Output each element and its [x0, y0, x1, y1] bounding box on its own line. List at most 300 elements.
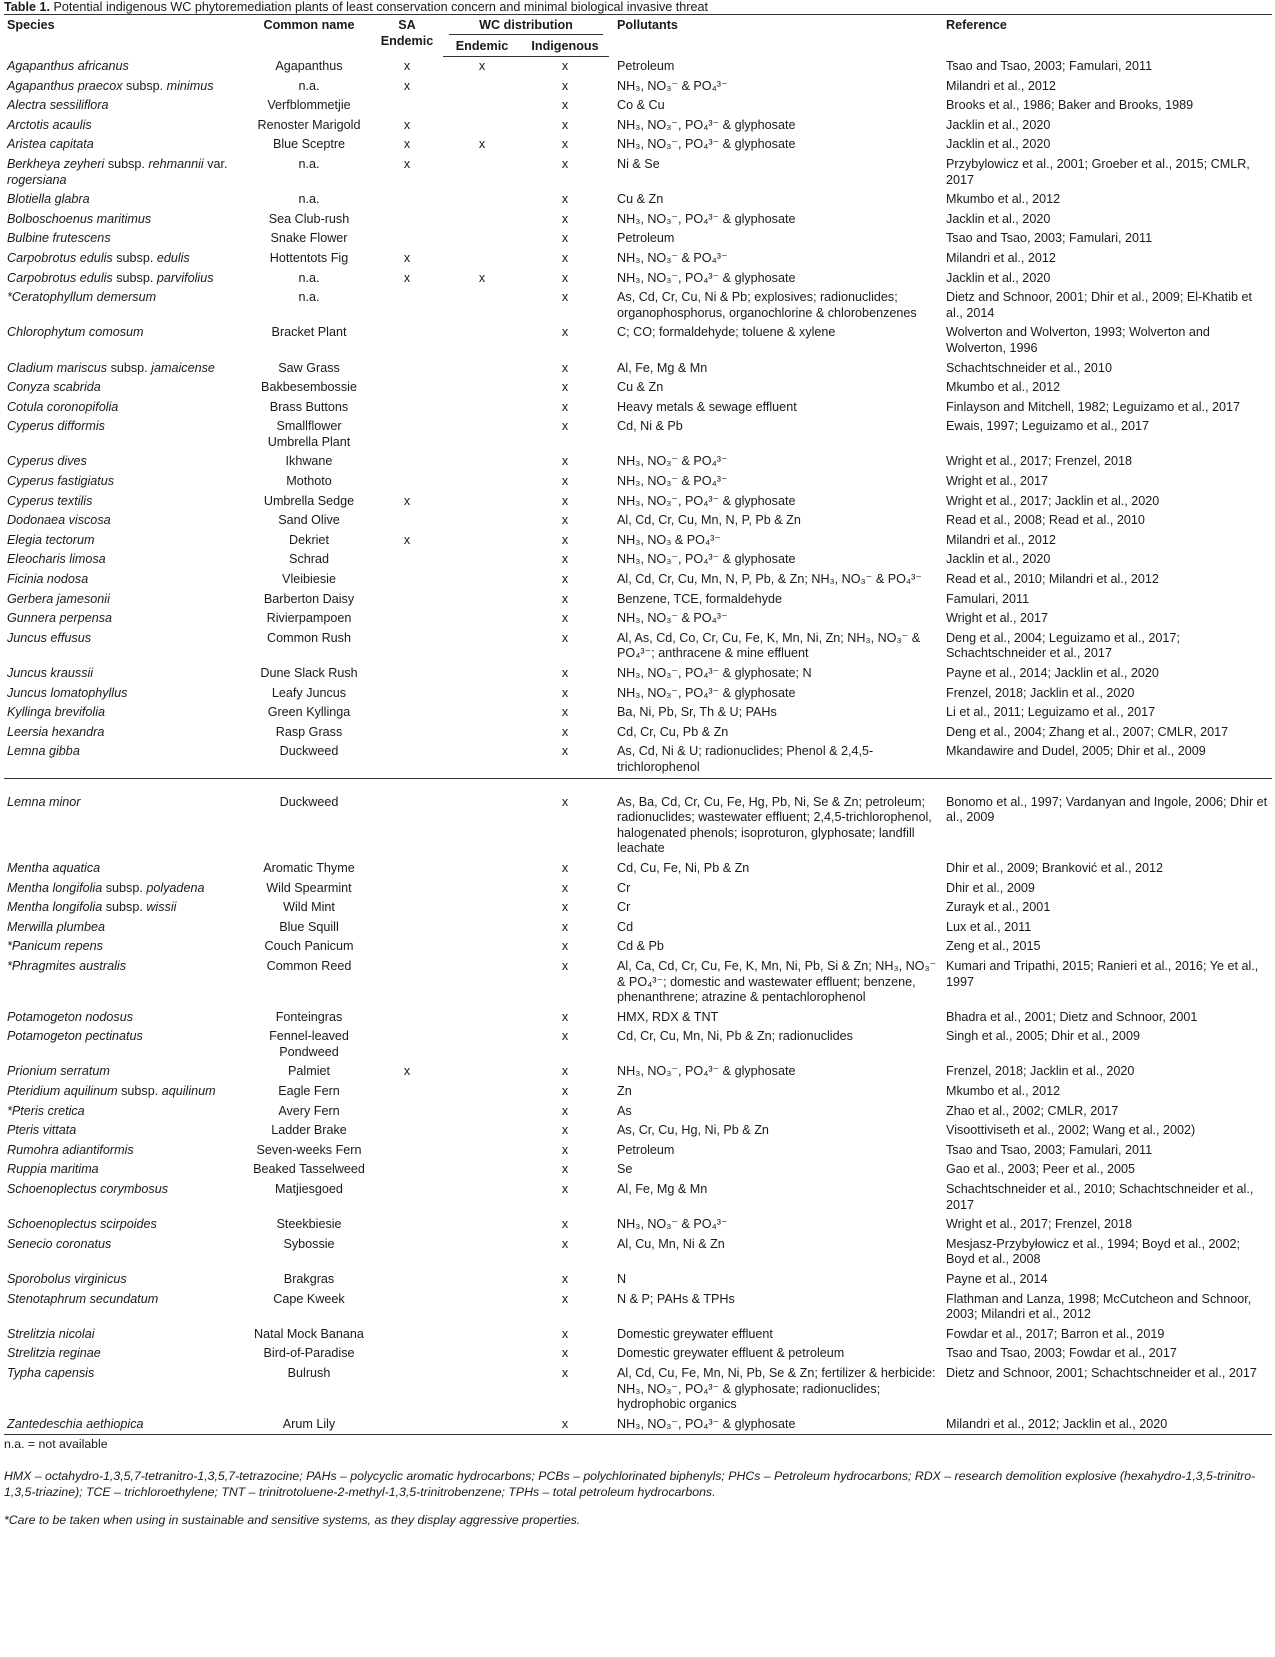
cell-reference: Bonomo et al., 1997; Vardanyan and Ingole, 2006; Dhir et al., 2009 [946, 794, 1268, 825]
cell-sa-endemic [371, 684, 443, 704]
cell-reference: Read et al., 2010; Milandri et al., 2012 [946, 572, 1159, 587]
cell-wc-indigenous: x [561, 794, 569, 809]
cell-reference: Schachtschneider et al., 2010; Schachtschneider et al., 2017 [946, 1182, 1254, 1212]
cell-pollutants: NH₃, NO₃⁻, PO₄³⁻ & glyphosate [617, 270, 796, 285]
cell-common-name: Brass Buttons [269, 399, 349, 414]
table-row [4, 703, 1272, 723]
table-row [4, 210, 1272, 230]
cell-wc-indigenous: x [561, 156, 569, 171]
cell-species: Cyperus textilis [7, 493, 93, 508]
cell-reference: Zurayk et al., 2001 [946, 900, 1051, 915]
cell-pollutants: C; CO; formaldehyde; toluene & xylene [617, 325, 836, 340]
cell-reference: Deng et al., 2004; Leguizamo et al., 2017; Schachtschneider et al., 2017 [946, 630, 1180, 661]
cell-wc-indigenous: x [561, 666, 569, 680]
table-row [4, 116, 1272, 136]
cell-pollutants: Ni & Se [617, 156, 660, 171]
cell-reference: Fowdar et al., 2017; Barron et al., 2019 [946, 1326, 1165, 1341]
cell-reference: Jacklin et al., 2020 [946, 117, 1051, 132]
cell-wc-indigenous: x [561, 78, 569, 93]
cell-species: Cotula coronopifolia [7, 399, 119, 414]
table-row [4, 155, 1272, 190]
cell-common-name: Couch Panicum [264, 939, 354, 954]
cell-sa-endemic [371, 723, 443, 743]
cell-species: Senecio coronatus [7, 1236, 112, 1251]
cell-sa-endemic [371, 1160, 443, 1180]
cell-common-name: Verfblommetjie [267, 98, 351, 113]
cell-species: Pteridium aquilinum subsp. aquilinum [7, 1084, 216, 1099]
cell-species: Merwilla plumbea [7, 919, 105, 934]
table-row [4, 742, 1272, 778]
table-row [4, 269, 1272, 289]
cell-reference: Wright et al., 2017; Frenzel, 2018 [946, 1217, 1132, 1232]
cell-wc-indigenous: x [561, 1272, 569, 1286]
cell-sa-endemic [371, 793, 443, 859]
cell-wc-endemic [443, 288, 521, 323]
cell-species: Mentha longifolia subsp. wissii [7, 900, 177, 915]
cell-sa-endemic [371, 1290, 443, 1325]
cell-pollutants: NH₃, NO₃⁻, PO₄³⁻ & glyphosate [617, 117, 796, 132]
cell-reference: Payne et al., 2014; Jacklin et al., 2020 [946, 666, 1159, 680]
cell-species: *Pteris cretica [7, 1103, 85, 1118]
cell-wc-endemic [443, 378, 521, 398]
table-row [4, 249, 1272, 269]
cell-common-name: Ladder Brake [271, 1123, 347, 1138]
cell-common-name: Wild Mint [283, 900, 335, 915]
table-row [4, 1344, 1272, 1364]
cell-sa-endemic: x [403, 156, 411, 171]
cell-wc-indigenous: x [561, 1103, 569, 1118]
cell-pollutants: Al, Fe, Mg & Mn [617, 1182, 708, 1197]
cell-pollutants: Petroleum [617, 231, 675, 246]
cell-reference: Li et al., 2011; Leguizamo et al., 2017 [946, 705, 1156, 720]
table-row [4, 793, 1272, 859]
cell-species: Pteris vittata [7, 1123, 77, 1138]
cell-sa-endemic [371, 742, 443, 778]
cell-species: Ruppia maritima [7, 1162, 99, 1177]
cell-reference: Frenzel, 2018; Jacklin et al., 2020 [946, 685, 1135, 700]
cell-reference: Deng et al., 2004; Zhang et al., 2007; CMLR, 2017 [946, 724, 1229, 739]
cell-reference: Wright et al., 2017; Jacklin et al., 2020 [946, 493, 1160, 508]
cell-reference: Lux et al., 2011 [946, 919, 1032, 934]
cell-sa-endemic [371, 288, 443, 323]
cell-wc-endemic [443, 77, 521, 97]
cell-common-name: Leafy Juncus [271, 685, 347, 700]
cell-common-name: Green Kyllinga [267, 705, 351, 720]
cell-reference: Jacklin et al., 2020 [946, 270, 1051, 285]
cell-sa-endemic [371, 859, 443, 879]
cell-wc-indigenous: x [561, 1162, 569, 1177]
cell-wc-endemic [443, 723, 521, 743]
cell-common-name: Hottentots Fig [269, 250, 349, 265]
cell-wc-endemic: x [478, 137, 486, 152]
cell-pollutants: NH₃, NO₃⁻ & PO₄³⁻ [617, 78, 728, 93]
cell-reference: Wolverton and Wolverton, 1993; Wolverton and Wolverton, 1996 [946, 325, 1210, 355]
cell-sa-endemic: x [403, 117, 411, 132]
cell-reference: Bhadra et al., 2001; Dietz and Schnoor, 2001 [946, 1009, 1198, 1024]
cell-pollutants: N & P; PAHs & TPHs [617, 1291, 735, 1306]
cell-sa-endemic [371, 590, 443, 610]
cell-wc-indigenous: x [561, 744, 569, 759]
cell-pollutants: NH₃, NO₃⁻, PO₄³⁻ & glyphosate; N [617, 666, 812, 680]
cell-species: Strelitzia nicolai [7, 1326, 95, 1341]
cell-sa-endemic [371, 1270, 443, 1290]
cell-common-name: Ikhwane [285, 454, 333, 469]
cell-common-name: Cape Kweek [273, 1291, 345, 1306]
cell-reference: Mkumbo et al., 2012 [946, 192, 1061, 207]
cell-wc-endemic [443, 1062, 521, 1082]
cell-sa-endemic: x [403, 58, 411, 73]
cell-species: Gerbera jamesonii [7, 591, 110, 606]
cell-common-name: Seven-weeks Fern [256, 1142, 362, 1157]
cell-wc-endemic [443, 1325, 521, 1345]
cell-wc-endemic [443, 116, 521, 136]
cell-sa-endemic [371, 664, 443, 684]
cell-wc-indigenous: x [561, 724, 569, 739]
cell-pollutants: NH₃, NO₃⁻ & PO₄³⁻ [617, 611, 728, 626]
cell-species: Strelitzia reginae [7, 1346, 101, 1361]
cell-pollutants: Se [617, 1162, 633, 1177]
cell-species: Blotiella glabra [7, 192, 90, 207]
cell-common-name: Steekbiesie [276, 1217, 342, 1232]
table-row [4, 1102, 1272, 1122]
cell-sa-endemic [371, 879, 443, 899]
cell-sa-endemic [371, 511, 443, 531]
table-row [4, 1180, 1272, 1215]
cell-wc-indigenous: x [561, 591, 569, 606]
cell-common-name: Eagle Fern [278, 1084, 340, 1099]
cell-common-name: n.a. [298, 78, 320, 93]
cell-sa-endemic: x [403, 250, 411, 265]
cell-wc-endemic: x [478, 59, 486, 73]
cell-sa-endemic: x [403, 78, 411, 93]
cell-wc-endemic [443, 957, 521, 1008]
cell-common-name: Common Reed [266, 958, 352, 973]
cell-reference: Mesjasz-Przybyłowicz et al., 1994; Boyd et al., 2002; Boyd et al., 2008 [946, 1236, 1241, 1267]
cell-wc-indigenous: x [561, 1326, 569, 1341]
cell-sa-endemic [371, 1082, 443, 1102]
cell-pollutants: N [617, 1272, 627, 1286]
cell-wc-endemic [443, 570, 521, 590]
cell-pollutants: Cr [617, 880, 631, 895]
cell-sa-endemic [371, 1141, 443, 1161]
cell-wc-endemic [443, 1141, 521, 1161]
cell-common-name: Vleibiesie [282, 572, 336, 587]
table-row [4, 472, 1272, 492]
table-row [4, 1121, 1272, 1141]
cell-sa-endemic [371, 1235, 443, 1270]
cell-sa-endemic: x [403, 1064, 411, 1079]
cell-species: Carpobrotus edulis subsp. parvifolius [7, 270, 214, 285]
table-row [4, 77, 1272, 97]
cell-wc-indigenous: x [561, 1291, 569, 1306]
cell-pollutants: NH₃, NO₃ & PO₄³⁻ [617, 532, 721, 547]
table-row [4, 452, 1272, 472]
cell-wc-indigenous: x [561, 493, 569, 508]
cell-common-name: Rivierpampoen [266, 611, 352, 626]
cell-wc-indigenous: x [561, 900, 569, 915]
cell-species: Rumohra adiantiformis [7, 1142, 134, 1157]
cell-wc-endemic [443, 1027, 521, 1062]
cell-reference: Wright et al., 2017 [946, 474, 1048, 489]
table-row [4, 590, 1272, 610]
cell-reference: Jacklin et al., 2020 [946, 552, 1051, 567]
cell-wc-indigenous: x [561, 192, 569, 207]
table-row [4, 1008, 1272, 1028]
cell-reference: Dietz and Schnoor, 2001; Schachtschneider et al., 2017 [946, 1365, 1257, 1380]
cell-pollutants: NH₃, NO₃⁻, PO₄³⁻ & glyphosate [617, 137, 796, 152]
cell-wc-endemic: x [478, 270, 486, 285]
cell-wc-indigenous: x [561, 860, 569, 875]
cell-sa-endemic [371, 957, 443, 1008]
cell-pollutants: Heavy metals & sewage effluent [617, 399, 797, 414]
cell-species: Potamogeton pectinatus [7, 1029, 143, 1044]
cell-pollutants: Ba, Ni, Pb, Sr, Th & U; PAHs [617, 705, 777, 720]
cell-common-name: Blue Squill [279, 919, 339, 934]
cell-pollutants: NH₃, NO₃⁻ & PO₄³⁻ [617, 250, 728, 265]
cell-common-name: Bakbesembossie [261, 380, 357, 395]
cell-wc-indigenous: x [561, 880, 569, 895]
cell-species: Typha capensis [7, 1365, 95, 1380]
cell-common-name: Snake Flower [270, 231, 348, 246]
cell-species: Aristea capitata [7, 137, 94, 152]
page-break-divider [4, 778, 1272, 793]
table-row [4, 1270, 1272, 1290]
cell-wc-endemic [443, 1215, 521, 1235]
cell-reference: Read et al., 2008; Read et al., 2010 [946, 513, 1145, 528]
cell-pollutants: Al, As, Cd, Co, Cr, Cu, Fe, K, Mn, Ni, Zn; NH₃, NO₃⁻ & PO₄³⁻; anthracene & mine effluent [617, 630, 921, 661]
cell-wc-indigenous: x [561, 1142, 569, 1157]
cell-common-name: Mothoto [286, 474, 332, 489]
table-row [4, 57, 1272, 77]
table-row [4, 609, 1272, 629]
cell-pollutants: Al, Fe, Mg & Mn [617, 360, 708, 375]
cell-wc-indigenous: x [561, 211, 569, 226]
cell-wc-endemic [443, 531, 521, 551]
cell-species: Mentha longifolia subsp. polyadena [7, 880, 205, 895]
table-row [4, 323, 1272, 358]
cell-common-name: n.a. [298, 290, 320, 305]
cell-sa-endemic [371, 96, 443, 116]
cell-wc-endemic [443, 1270, 521, 1290]
cell-species: Alectra sessiliflora [7, 98, 109, 113]
cell-sa-endemic [371, 323, 443, 358]
table-row [4, 1160, 1272, 1180]
cell-wc-endemic [443, 664, 521, 684]
cell-pollutants: Al, Cu, Mn, Ni & Zn [617, 1236, 725, 1251]
cell-reference: Jacklin et al., 2020 [946, 137, 1051, 152]
cell-reference: Przybylowicz et al., 2001; Groeber et al., 2015; CMLR, 2017 [946, 156, 1250, 187]
cell-sa-endemic [371, 937, 443, 957]
cell-wc-endemic [443, 1290, 521, 1325]
cell-pollutants: Zn [617, 1084, 632, 1099]
table-row [4, 664, 1272, 684]
cell-wc-indigenous: x [561, 552, 569, 567]
cell-wc-endemic [443, 1121, 521, 1141]
cell-common-name: Matjiesgoed [275, 1182, 343, 1197]
cell-wc-indigenous: x [561, 532, 569, 547]
cell-pollutants: Co & Cu [617, 98, 665, 113]
cell-pollutants: Cd, Cr, Cu, Pb & Zn [617, 724, 729, 739]
cell-pollutants: HMX, RDX & TNT [617, 1009, 719, 1024]
cell-wc-endemic [443, 323, 521, 358]
cell-sa-endemic: x [403, 270, 411, 285]
cell-pollutants: NH₃, NO₃⁻, PO₄³⁻ & glyphosate [609, 1415, 943, 1435]
cell-reference: Flathman and Lanza, 1998; McCutcheon and Schnoor, 2003; Milandri et al., 2012 [946, 1291, 1252, 1322]
cell-wc-endemic [443, 609, 521, 629]
cell-species: Berkheya zeyheri subsp. rehmannii var. rogersiana [7, 156, 228, 187]
cell-wc-endemic [443, 629, 521, 664]
cell-sa-endemic [371, 472, 443, 492]
header-reference: Reference [943, 15, 1272, 57]
cell-wc-indigenous: x [561, 1029, 569, 1044]
cell-pollutants: Cd [617, 919, 634, 934]
cell-common-name: Dekriet [289, 532, 329, 547]
cell-sa-endemic [371, 1027, 443, 1062]
cell-common-name: Duckweed [279, 744, 339, 759]
table-body [4, 57, 1272, 1435]
cell-sa-endemic [371, 629, 443, 664]
cell-species: Juncus lomatophyllus [7, 685, 128, 700]
cell-species: Zantedeschia aethiopica [4, 1415, 247, 1435]
cell-sa-endemic [371, 1215, 443, 1235]
cell-wc-indigenous: x [561, 513, 569, 528]
table-row [4, 511, 1272, 531]
cell-species: Gunnera perpensa [7, 611, 113, 626]
cell-wc-indigenous: x [561, 399, 569, 414]
cell-common-name: Wild Spearmint [266, 880, 352, 895]
cell-reference: Wright et al., 2017 [946, 611, 1048, 626]
cell-wc-indigenous: x [561, 939, 569, 954]
cell-sa-endemic [371, 1344, 443, 1364]
cell-pollutants: Al, Ca, Cd, Cr, Cu, Fe, K, Mn, Ni, Pb, Si & Zn; NH₃, NO₃⁻ & PO₄³⁻; domestic and wastewater effluent; benzene, phenanthrene; atrazine & pentachlorophenol [617, 958, 937, 1005]
cell-common-name: Fonteingras [275, 1009, 343, 1024]
cell-wc-indigenous: x [561, 1217, 569, 1232]
cell-species: Prionium serratum [7, 1064, 110, 1079]
cell-species: Potamogeton nodosus [7, 1009, 134, 1024]
cell-wc-endemic [443, 1364, 521, 1415]
cell-species: Stenotaphrum secundatum [7, 1291, 159, 1306]
cell-pollutants: Al, Cd, Cu, Fe, Mn, Ni, Pb, Se & Zn; fertilizer & herbicide: NH₃, NO₃⁻, PO₄³⁻ & glyphosate; radionuclides; hydrophobic organics [617, 1365, 936, 1412]
cell-wc-indigenous: x [561, 1365, 569, 1380]
cell-wc-endemic [443, 249, 521, 269]
cell-wc-endemic [443, 937, 521, 957]
cell-wc-endemic [443, 1102, 521, 1122]
cell-pollutants: Cr [617, 900, 631, 915]
table-row [4, 398, 1272, 418]
table-row [4, 957, 1272, 1008]
table-row [4, 1415, 1272, 1435]
cell-sa-endemic [371, 550, 443, 570]
cell-wc-indigenous: x [561, 290, 569, 305]
cell-common-name: Bulrush [287, 1365, 331, 1380]
cell-sa-endemic [371, 452, 443, 472]
cell-species: Lemna minor [7, 794, 81, 809]
cell-species: *Phragmites australis [7, 958, 126, 973]
cell-sa-endemic [371, 1102, 443, 1122]
cell-wc-indigenous: x [561, 1346, 569, 1361]
cell-wc-indigenous: x [561, 1182, 569, 1197]
cell-wc-endemic [443, 155, 521, 190]
table-row [4, 1062, 1272, 1082]
cell-species: Lemna gibba [7, 744, 80, 759]
cell-species: Elegia tectorum [7, 532, 95, 547]
cell-wc-indigenous: x [561, 325, 569, 340]
cell-common-name: n.a. [298, 156, 320, 171]
cell-reference: Tsao and Tsao, 2003; Famulari, 2011 [946, 1142, 1153, 1157]
cell-reference: Payne et al., 2014 [946, 1272, 1048, 1286]
cell-wc-indigenous: x [561, 572, 569, 587]
cell-wc-endemic [443, 1160, 521, 1180]
cell-reference: Brooks et al., 1986; Baker and Brooks, 1989 [946, 98, 1194, 113]
table-row [4, 96, 1272, 116]
cell-wc-endemic [443, 1235, 521, 1270]
cell-pollutants: As, Cd, Cr, Cu, Ni & Pb; explosives; radionuclides; organophosphorus, organochlorine & chlorobenzenes [617, 290, 917, 320]
cell-wc-indigenous: x [561, 474, 569, 489]
cell-species: Bolboschoenus maritimus [7, 211, 152, 226]
cell-wc-endemic [443, 793, 521, 859]
cell-reference: Jacklin et al., 2020 [946, 211, 1051, 226]
cell-reference: Dhir et al., 2009; Branković et al., 2012 [946, 860, 1164, 875]
cell-species: Juncus kraussii [7, 666, 94, 680]
cell-wc-indigenous: x [561, 919, 569, 934]
table-row [4, 359, 1272, 379]
cell-common-name: Barberton Daisy [263, 591, 355, 606]
table-row [4, 937, 1272, 957]
cell-sa-endemic: x [403, 493, 411, 508]
cell-wc-indigenous: x [561, 958, 569, 973]
cell-reference: Zeng et al., 2015 [946, 939, 1041, 954]
table-row [4, 898, 1272, 918]
cell-reference: Zhao et al., 2002; CMLR, 2017 [946, 1103, 1119, 1118]
header-common-name: Common name [247, 15, 371, 57]
table-row [4, 190, 1272, 210]
cell-reference: Gao et al., 2003; Peer et al., 2005 [946, 1162, 1136, 1177]
cell-reference: Famulari, 2011 [946, 591, 1030, 606]
cell-wc-indigenous: x [561, 1064, 569, 1079]
cell-common-name: Fennel-leaved Pondweed [269, 1029, 349, 1059]
cell-wc-endemic [443, 452, 521, 472]
cell-pollutants: NH₃, NO₃⁻, PO₄³⁻ & glyphosate [617, 1064, 796, 1079]
cell-wc-endemic [443, 590, 521, 610]
cell-wc-indigenous: x [561, 1123, 569, 1138]
cell-reference: Mkumbo et al., 2012 [946, 380, 1061, 395]
cell-reference: Milandri et al., 2012 [946, 532, 1056, 547]
cell-sa-endemic: x [403, 532, 411, 547]
phytoremediation-table [4, 14, 1272, 1435]
cell-common-name: Sand Olive [278, 513, 340, 528]
cell-wc-endemic [443, 550, 521, 570]
cell-pollutants: Domestic greywater effluent & petroleum [617, 1346, 845, 1361]
cell-wc-indigenous: x [561, 231, 569, 246]
table-row [4, 417, 1272, 452]
cell-species: *Panicum repens [7, 939, 103, 954]
cell-reference: Dietz and Schnoor, 2001; Dhir et al., 2009; El-Khatib et al., 2014 [946, 290, 1252, 320]
cell-wc-indigenous: x [561, 270, 569, 285]
table-row [4, 288, 1272, 323]
cell-common-name: Bracket Plant [271, 325, 347, 340]
cell-reference: Milandri et al., 2012; Jacklin et al., 2020 [943, 1415, 1272, 1435]
table-row [4, 550, 1272, 570]
cell-wc-endemic [443, 859, 521, 879]
cell-wc-endemic [443, 1082, 521, 1102]
cell-species: Schoenoplectus scirpoides [7, 1217, 157, 1232]
cell-wc-endemic [443, 918, 521, 938]
cell-species: Eleocharis limosa [7, 552, 106, 567]
table-row [4, 378, 1272, 398]
cell-wc-endemic [443, 742, 521, 778]
header-wc-distribution: WC distribution [443, 15, 609, 37]
cell-pollutants: Cd, Ni & Pb [617, 419, 683, 434]
